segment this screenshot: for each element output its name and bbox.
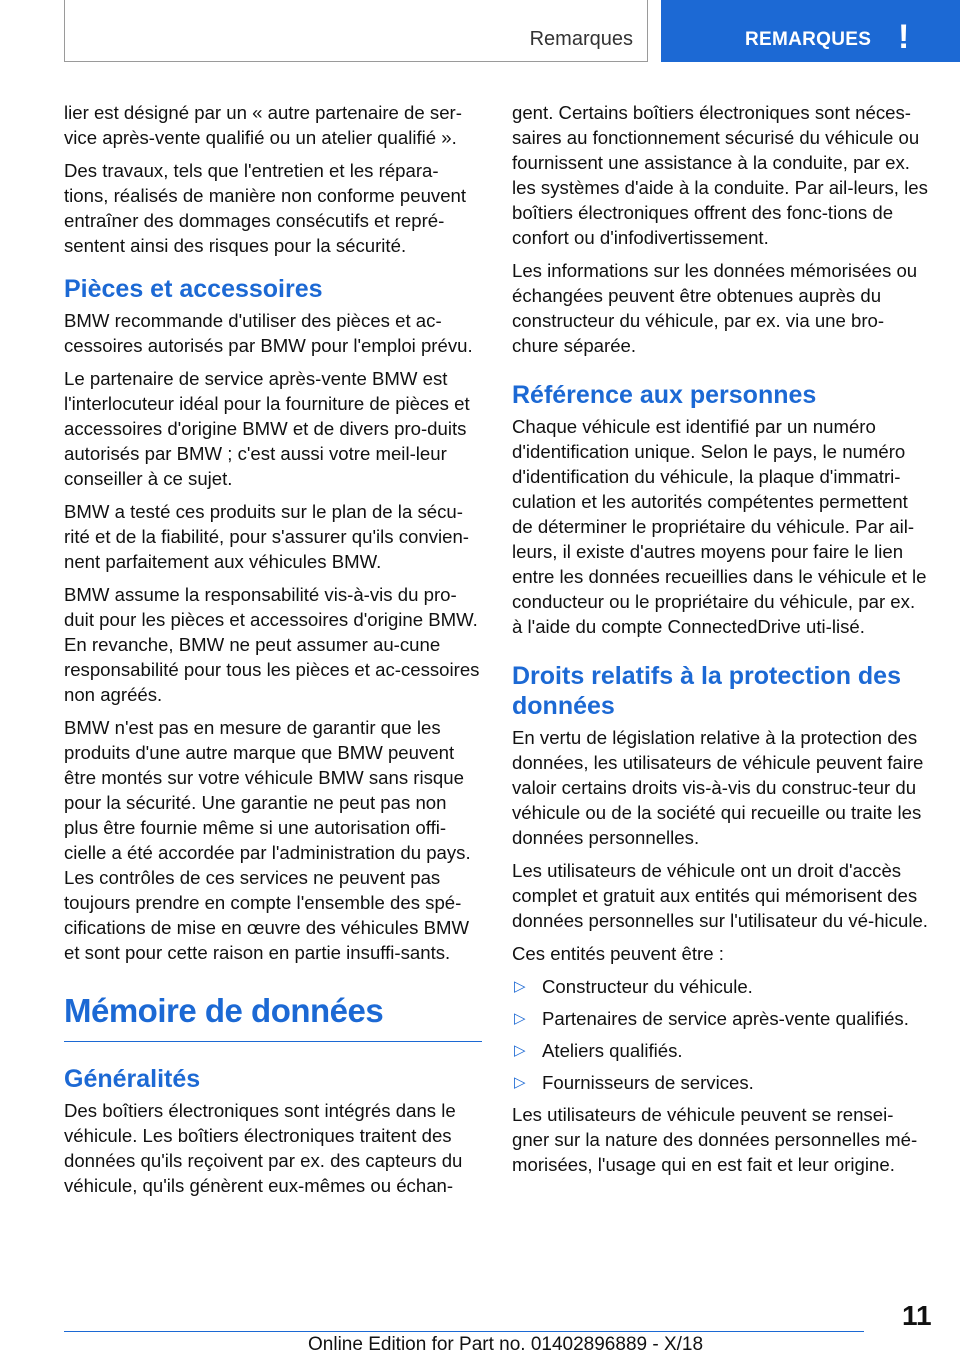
footer-divider [64,1331,864,1332]
triangle-bullet-icon: ▷ [514,1074,526,1091]
entities-list [512,974,928,1095]
paragraph: Les informations sur les données mémorisées ou échangées peuvent être obtenues auprès du constructeur du véhicule, par ex. via une bro-chure séparée. [512,260,918,356]
paragraph: gent. Certains boîtiers électroniques sont néces-saires au fonctionnement sécurisé du véhicule ou fournissent une assistance à la conduite, par ex. les systèmes d'aide à la conduite. Par ail-leurs, les boîtiers électroniques offrent des fonc-tions de confort ou d'infodivertissement. [512,102,928,248]
paragraph: Les utilisateurs de véhicule peuvent se rensei-gner sur la nature des données personnelles mé-morisées, l'usage qui en est fait et leur origine. [512,1104,918,1175]
page-number: 11 [902,1300,932,1331]
paragraph: Les utilisateurs de véhicule ont un droit d'accès complet et gratuit aux entités qui mémorisent des données personnelles sur l'utilisateur du vé-hicule. [512,860,928,931]
paragraph: Des boîtiers électroniques sont intégrés dans le véhicule. Les boîtiers électroniques traitent des données qu'ils reçoivent par ex. des capteurs du véhicule, qu'ils génèrent eux-mêmes ou échan- [64,1100,463,1196]
heading-generalites: Généralités [64,1065,201,1093]
paragraph: lier est désigné par un « autre partenaire de ser-vice après-vente qualifié ou un atelier qualifié ». [64,102,462,148]
triangle-bullet-icon: ▷ [514,1010,526,1027]
paragraph: Ces entités peuvent être : [512,943,724,964]
paragraph: BMW recommande d'utiliser des pièces et ac-cessoires autorisés par BMW pour l'emploi prévu. [64,310,473,356]
triangle-bullet-icon: ▷ [514,1042,526,1059]
heading-reference-personnes: Référence aux personnes [512,381,817,409]
paragraph: Chaque véhicule est identifié par un numéro d'identification unique. Selon le pays, le numéro d'identification du véhicule, la plaque d'immatri-culation et les autorités compétentes permettent de déterminer le propriétaire du véhicule. Par ail-leurs, il existe d'autres moyens pour faire le lien entre les données recueillies dans le véhicule et le conducteur ou le propriétaire du véhicule, par ex. à l'aide du compte ConnectedDrive uti-lisé. [512,416,927,637]
paragraph: BMW n'est pas en mesure de garantir que les produits d'une autre marque que BMW peuvent être montés sur votre véhicule BMW sans risque pour la sécurité. Une garantie ne peut pas non plus être fournie même si une autorisation offi-cielle a été accordée par l'administration du pays. Les contrôles de ces services ne peuvent pas toujours prendre en compte l'ensemble des spé-cifications de mise en œuvre des véhicules BMW et sont pour cette raison en partie insuffi-sants. [64,717,471,963]
header-section-box [64,0,648,62]
heading-memoire-donnees: Mémoire de données [64,991,482,1042]
list-item: ▷ Constructeur du véhicule. [514,976,753,997]
chapter-tab [661,0,960,62]
list-item: ▷ Partenaires de service après-vente qualifiés. [514,1008,909,1029]
paragraph: BMW a testé ces produits sur le plan de la sécu-rité et de la fiabilité, pour s'assurer qu'ils convien-nent parfaitement aux véhicules BMW. [64,501,469,572]
right-column [512,100,928,1185]
warning-icon: ! [898,18,910,56]
footer-edition: Online Edition for Part no. 01402896889 - X/18 [308,1334,704,1355]
section-title: Remarques [529,28,633,50]
list-item: ▷ Ateliers qualifiés. [514,1040,683,1061]
triangle-bullet-icon: ▷ [514,978,526,995]
paragraph: Des travaux, tels que l'entretien et les répara-tions, réalisés de manière non conforme peuvent entraîner des dommages consécutifs et repré-sentent ainsi des risques pour la sécurité. [64,160,467,256]
paragraph: BMW assume la responsabilité vis-à-vis du pro-duit pour les pièces et accessoires d'origine BMW. En revanche, BMW ne peut assumer au-cune responsabilité pour tous les pièces et ac-cessoires non agréés. [64,584,480,705]
heading-pieces-accessoires: Pièces et accessoires [64,275,323,303]
chapter-title: REMARQUES [745,29,872,50]
heading-droits-protection: Droits relatifs à la protection des données [512,662,901,720]
left-column [64,100,482,1206]
paragraph: Le partenaire de service après-vente BMW est l'interlocuteur idéal pour la fourniture de pièces et accessoires d'origine BMW et de divers pro-duits autorisés par BMW ; c'est aussi votre meil-leur conseiller à ce sujet. [64,368,470,489]
list-item: ▷ Fournisseurs de services. [514,1072,754,1093]
paragraph: En vertu de législation relative à la protection des données, les utilisateurs de véhicule peuvent faire valoir certains droits vis-à-vis du construc-teur du véhicule ou de la société qui recueille ou traite les données personnelles. [512,727,924,848]
